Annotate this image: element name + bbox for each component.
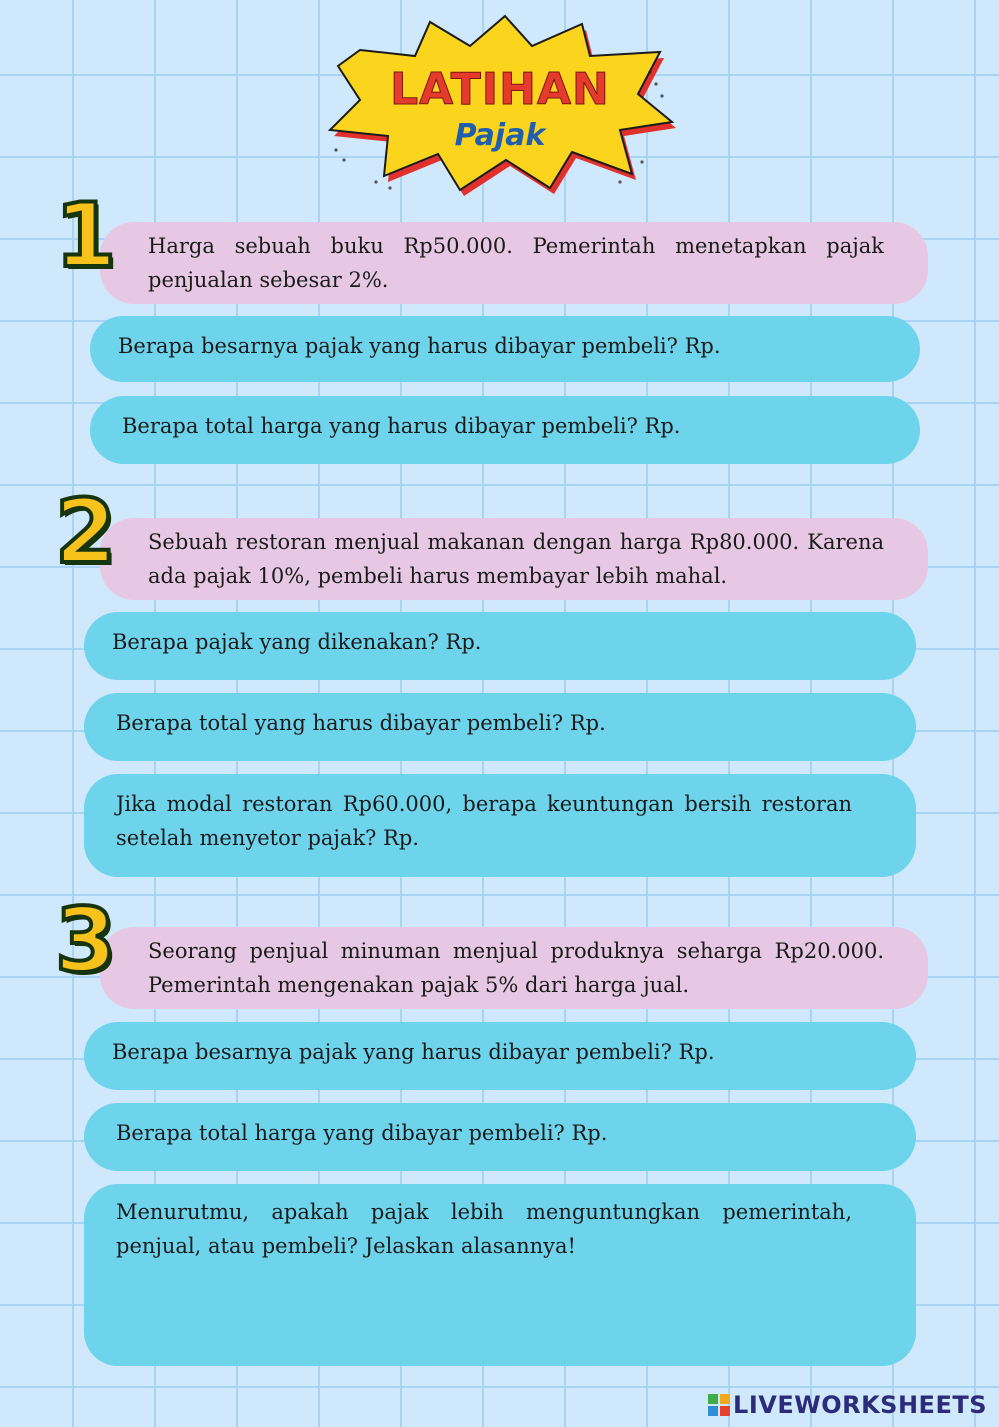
answer-box-2c[interactable] [84,774,916,877]
logo-icon [708,1394,730,1416]
answer-box-3a[interactable] [84,1022,916,1090]
answer-box-2b[interactable] [84,693,916,761]
answer-box-2a[interactable] [84,612,916,680]
liveworksheets-logo [708,1391,987,1419]
problem-text-3: Seorang penjual minuman menjual produknya seharga Rp20.000. Pemerintah mengenakan pajak 5% dari harga jual. [148,939,884,997]
problem-box-1 [100,222,928,304]
question-text-2a: Berapa pajak yang dikenakan? Rp. [112,630,482,654]
number-badge-3: 3 [55,889,117,992]
question-text-2b: Berapa total yang harus dibayar pembeli? Rp. [116,711,606,735]
problem-text-2: Sebuah restoran menjual makanan dengan harga Rp80.000. Karena ada pajak 10%, pembeli harus membayar lebih mahal. [148,530,884,588]
problem-text-1: Harga sebuah buku Rp50.000. Pemerintah menetapkan pajak penjualan sebesar 2%. [148,234,884,292]
question-text-3a: Berapa besarnya pajak yang harus dibayar pembeli? Rp. [112,1040,715,1064]
title-badge [320,12,680,197]
question-text-1a: Berapa besarnya pajak yang harus dibayar pembeli? Rp. [118,334,721,358]
problem-box-3 [100,927,928,1009]
answer-box-3b[interactable] [84,1103,916,1171]
question-text-3c: Menurutmu, apakah pajak lebih menguntungkan pemerintah, penjual, atau pembeli? Jelaskan alasannya! [116,1200,852,1258]
number-badge-1: 1 [55,184,117,287]
question-text-3b: Berapa total harga yang dibayar pembeli? Rp. [116,1121,608,1145]
answer-box-1a[interactable] [90,316,920,382]
question-text-1b: Berapa total harga yang harus dibayar pembeli? Rp. [122,414,681,438]
problem-box-2 [100,518,928,600]
number-badge-2: 2 [55,480,117,583]
page-title: LATIHAN [390,64,610,115]
answer-box-1b[interactable] [90,396,920,464]
answer-box-3c[interactable] [84,1184,916,1366]
question-text-2c: Jika modal restoran Rp60.000, berapa keuntungan bersih restoran setelah menyetor pajak? Rp. [116,792,852,850]
page-subtitle: Pajak [454,118,546,153]
logo-text: LIVEWORKSHEETS [733,1391,987,1419]
